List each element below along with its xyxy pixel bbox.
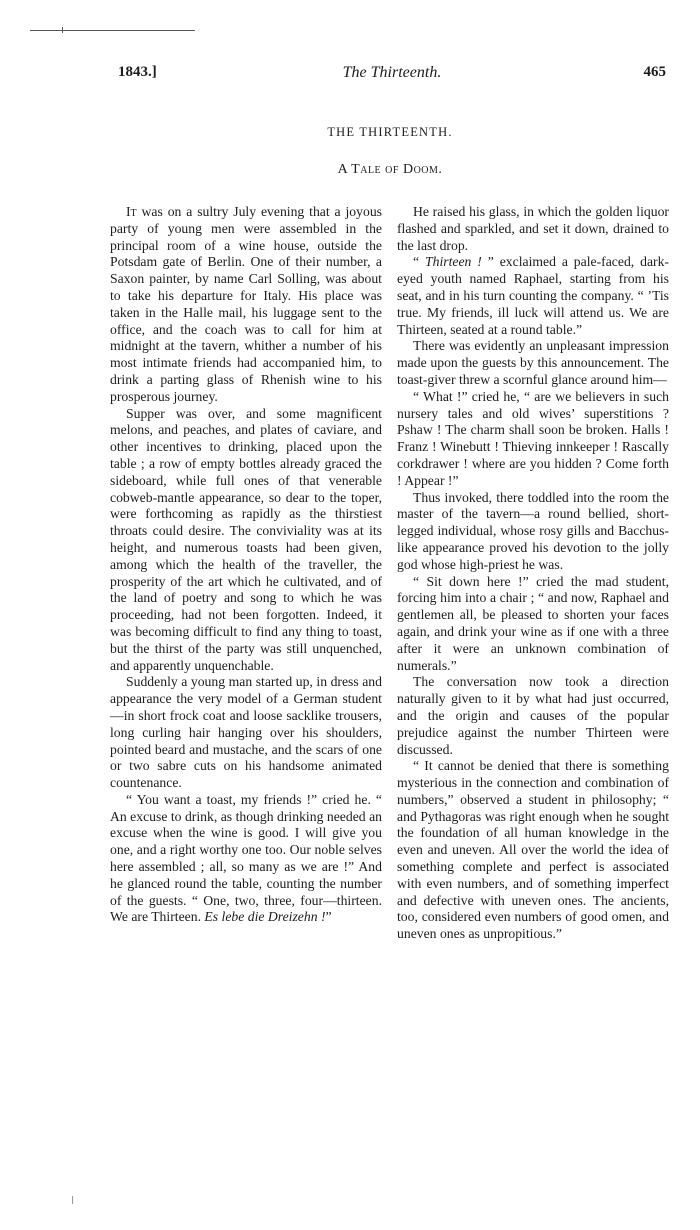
- running-head: [118, 64, 666, 86]
- paragraph: Suddenly a young man started up, in dress and appearance the very model of a German student—in short frock coat and loose sacklike trousers, long curling hair hanging over his shoulders, pointed beard and mustache, and the scars of one or two sabre cuts on his handsome animated countenance.: [110, 674, 382, 791]
- page-edge-mark: [72, 1196, 73, 1204]
- paragraph: Supper was over, and some magnificent melons, and peaches, and plates of caviare, and other incentives to drinking, placed upon the table ; a row of empty bottles already graced the sideboard, while full ones of that venerable cobweb-mantle appearance, so dear to the toper, were forthcoming as rapidly as the thirstiest throats could desire. The conviviality was at its height, and numerous toasts had been given, among which the health of the traveller, the prosperity of the art which he cultivated, and of the land of poetry and song to which he was proceeding, had not been forgotten. Indeed, it was becoming difficult to find any thing to toast, but the thirst of the party was still unquenched, and apparently unquenchable.: [110, 405, 382, 673]
- top-rule-line: [30, 30, 195, 31]
- article-title: THE THIRTEENTH.: [327, 125, 453, 139]
- top-rule-tick: [62, 27, 63, 33]
- drop-word: It: [126, 204, 137, 219]
- italic-phrase: Es lebe die Dreizehn !: [204, 909, 326, 925]
- paragraph-text: was on a sultry July evening that a joyous party of young men were assembled in the principal room of a wine house, outside the Potsdam gate of Berlin. One of their number, a Saxon painter, by name Carl Solling, was about to take his departure for Italy. His place was taken in the Halle mail, his luggage sent to the office, and the coach was to call for him at midnight at the tavern, whither a number of his most intimate friends had accompanied him, to drink a parting glass of Rhenish wine to his prosperous journey.: [110, 204, 382, 404]
- opening-quote: “: [413, 254, 425, 270]
- italic-phrase: Thirteen !: [424, 254, 482, 270]
- header-running-title: The Thirteenth.: [342, 64, 442, 81]
- paragraph: “ Sit down here !” cried the mad student, forcing him into a chair ; “ and now, Raphael and gentlemen all, be pleased to shorten your faces again, and drink your wine as if one with a three after it were an unknown combination of numerals.”: [397, 573, 669, 673]
- paragraph: He raised his glass, in which the golden liquor flashed and sparkled, and set it down, drained to the last drop.: [397, 204, 669, 253]
- closing-quote: ”: [325, 909, 332, 925]
- paragraph-text: ” exclaimed a pale-faced, dark-eyed youth named Raphael, starting from his seat, and in his turn counting the company. “ ’Tis true. My friends, ill luck will attend us. We are Thirteen, seated at a round table.”: [397, 254, 669, 337]
- header-year: 1843.]: [118, 64, 157, 80]
- paragraph: Thus invoked, there toddled into the room the master of the tavern—a round bellied, short-legged individual, whose rosy gills and Bacchus-like appearance proved his devotion to the jolly god whose high-priest he was.: [397, 489, 669, 572]
- paragraph: “ What !” cried he, “ are we believers in such nursery tales and old wives’ superstitions ? Pshaw ! The charm shall soon be broken. Halls ! Franz ! Winebutt ! Thieving innkeeper ! Rascally corkdrawer ! where are you hidden ? Come forth ! Appear !”: [397, 388, 669, 488]
- paragraph: “ It cannot be denied that there is something mysterious in the connection and combination of numbers,” observed a student in philosophy; “ and Pythagoras was right enough when he sought the foundation of all human knowledge in the even and uneven. All over the world the idea of something complete and perfect is associated with even numbers, and of something imperfect and defective with uneven ones. The ancients, too, considered even numbers of good omen, and uneven ones as unpropitious.”: [397, 758, 669, 942]
- paragraph: The conversation now took a direction naturally given to it by what had just occurred, and the origin and causes of the popular prejudice against the number Thirteen were discussed.: [397, 674, 669, 757]
- right-column: [397, 204, 669, 943]
- left-column: [110, 204, 382, 926]
- paragraph: [110, 792, 382, 926]
- paragraph: There was evidently an unpleasant impression made upon the guests by this announcement. The toast-giver threw a scornful glance around him—: [397, 338, 669, 387]
- header-page-number: 465: [643, 64, 666, 80]
- paragraph: [110, 204, 382, 406]
- paragraph-text: “ You want a toast, my friends !” cried he. “ An excuse to drink, as though drinking needed an excuse when the wine is good. I will give you one, and a right worthy one too. Our noble selves here assembled ; all, so many as we are !” And he glanced round the table, counting the number of the guests. “ One, two, three, four—thirteen. We are Thirteen.: [110, 791, 382, 925]
- paragraph: [397, 254, 669, 338]
- article-subtitle: A Tale of Doom.: [337, 162, 443, 177]
- column-gutter: [390, 204, 391, 1084]
